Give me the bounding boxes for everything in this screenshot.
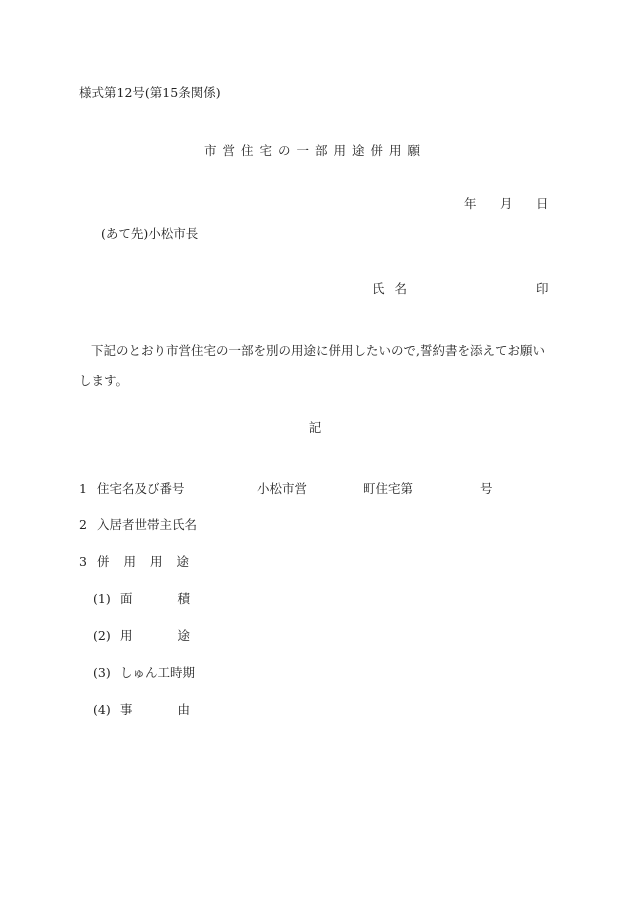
number-suffix-label: 号 — [480, 481, 493, 496]
subitem-number: (3) — [93, 665, 111, 680]
label-character: 用 — [149, 554, 163, 569]
subitem-label — [120, 702, 190, 718]
subitem-label: しゅん工時期 — [120, 665, 196, 680]
subitem-label — [120, 591, 190, 607]
town-housing-label: 町住宅第 — [363, 481, 414, 496]
form-number: 様式第12号(第15条関係) — [79, 85, 221, 100]
label-character: 途 — [176, 554, 189, 569]
document-title: 市営住宅の一部用途併用願 — [203, 143, 426, 158]
item-label: 入居者世帯主氏名 — [97, 517, 198, 532]
label-character: 途 — [177, 628, 190, 643]
item-label — [97, 554, 189, 570]
item-label: 住宅名及び番号 — [97, 481, 185, 496]
applicant-name-label: 氏名 — [372, 281, 418, 296]
request-body-text: 下記のとおり市営住宅の一部を別の用途に併用したいので,誓約書を添えてお願いします。 — [79, 343, 545, 388]
item-number: 1 — [79, 481, 87, 496]
label-character: 事 — [120, 702, 133, 717]
seal-label: 印 — [536, 281, 549, 296]
label-character: 積 — [177, 591, 190, 606]
subitem-number: (4) — [93, 702, 111, 717]
subitem-number: (2) — [93, 628, 111, 643]
date-year-label: 年 — [464, 196, 477, 211]
label-character: 用 — [123, 554, 136, 569]
subitem-number: (1) — [93, 591, 111, 606]
ki-heading: 記 — [308, 420, 322, 435]
addressee: (あて先)小松市長 — [101, 226, 199, 241]
date-month-label: 月 — [500, 196, 513, 211]
item-number: 2 — [79, 517, 87, 532]
label-character: 面 — [120, 591, 133, 606]
subitem-label — [120, 628, 190, 644]
label-character: 併 — [97, 554, 110, 569]
item-number: 3 — [79, 554, 87, 569]
label-character: 用 — [120, 628, 133, 643]
city-housing-label: 小松市営 — [257, 481, 308, 496]
label-character: 由 — [177, 702, 190, 717]
date-day-label: 日 — [536, 196, 549, 211]
